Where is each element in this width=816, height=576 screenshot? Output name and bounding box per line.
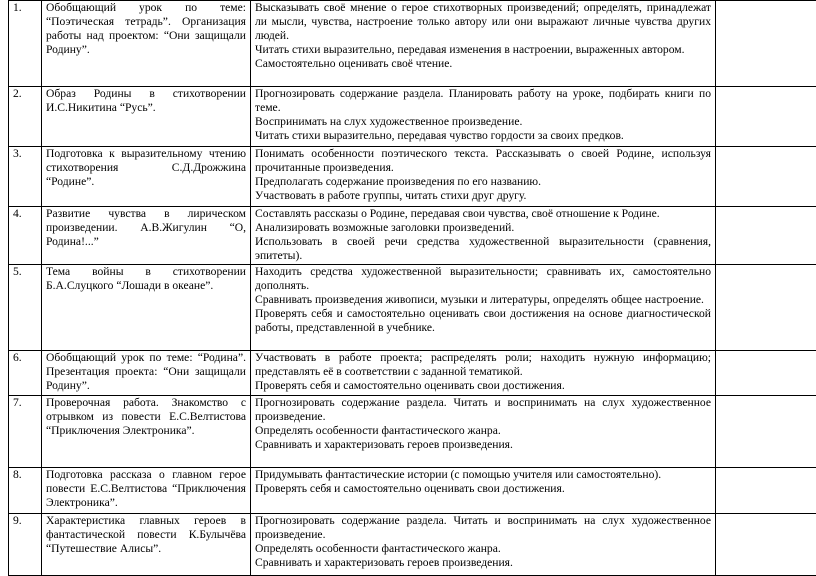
activity-item: Сравнивать произведения живописи, музыки и литературы, определять общее настроение. xyxy=(255,293,711,307)
empty-cell xyxy=(716,396,816,468)
empty-cell xyxy=(716,207,816,265)
activity-item: Самостоятельно оценивать своё чтение. xyxy=(255,57,711,71)
lesson-topic: Тема войны в стихотворении Б.А.Слуцкого “Лошади в океане”. xyxy=(42,265,251,351)
activities-cell xyxy=(251,207,716,265)
activity-item: Читать стихи выразительно, передавая изменения в настроении, выраженных автором. xyxy=(255,43,711,57)
lesson-plan-table xyxy=(8,0,816,576)
activities-cell xyxy=(251,87,716,147)
activity-item: Предполагать содержание произведения по его названию. xyxy=(255,175,711,189)
lesson-topic: Проверочная работа. Знакомство с отрывком из повести Е.С.Велтистова “Приключения Электроника”. xyxy=(42,396,251,468)
empty-cell xyxy=(716,351,816,396)
activity-item: Участвовать в работе группы, читать стихи друг другу. xyxy=(255,189,711,203)
table-row xyxy=(9,87,816,147)
activities-cell xyxy=(251,396,716,468)
activities-cell xyxy=(251,1,716,87)
lesson-plan-body xyxy=(9,1,816,576)
row-number: 1. xyxy=(9,1,42,87)
empty-cell xyxy=(716,147,816,207)
activity-item: Определять особенности фантастического жанра. xyxy=(255,424,711,438)
empty-cell xyxy=(716,265,816,351)
lesson-topic: Развитие чувства в лирическом произведении. А.В.Жигулин “О, Родина!...” xyxy=(42,207,251,265)
activities-cell xyxy=(251,351,716,396)
row-number: 8. xyxy=(9,468,42,514)
row-number: 3. xyxy=(9,147,42,207)
table-row xyxy=(9,207,816,265)
lesson-topic: Образ Родины в стихотворении И.С.Никитина “Русь”. xyxy=(42,87,251,147)
lesson-topic: Обобщающий урок по теме: “Родина”. Презентация проекта: “Они защищали Родину”. xyxy=(42,351,251,396)
activity-item: Определять особенности фантастического жанра. xyxy=(255,542,711,556)
row-number: 9. xyxy=(9,514,42,576)
activities-cell xyxy=(251,147,716,207)
activity-item: Сравнивать и характеризовать героев произведения. xyxy=(255,438,711,452)
empty-cell xyxy=(716,1,816,87)
activity-item: Использовать в своей речи средства художественной выразительности (сравнения, эпитеты). xyxy=(255,235,711,263)
row-number: 4. xyxy=(9,207,42,265)
activity-item: Прогнозировать содержание раздела. Читать и воспринимать на слух художественное произведение. xyxy=(255,396,711,424)
table-row xyxy=(9,396,816,468)
activity-item: Сравнивать и характеризовать героев произведения. xyxy=(255,556,711,570)
empty-cell xyxy=(716,514,816,576)
row-number: 6. xyxy=(9,351,42,396)
activity-item: Высказывать своё мнение о герое стихотворных произведений; определять, принадлежат ли мысли, чувства, настроение только автору или они выражают личные чувства других людей. xyxy=(255,1,711,43)
activities-cell xyxy=(251,468,716,514)
activity-item: Воспринимать на слух художественное произведение. xyxy=(255,115,711,129)
activity-item: Составлять рассказы о Родине, передавая свои чувства, своё отношение к Родине. xyxy=(255,207,711,221)
activity-item: Прогнозировать содержание раздела. Планировать работу на уроке, подбирать книги по теме. xyxy=(255,87,711,115)
activities-cell xyxy=(251,265,716,351)
activity-item: Читать стихи выразительно, передавая чувство гордости за своих предков. xyxy=(255,129,711,143)
lesson-topic: Характеристика главных героев в фантастической повести К.Булычёва “Путешествие Алисы”. xyxy=(42,514,251,576)
table-row xyxy=(9,147,816,207)
activity-item: Придумывать фантастические истории (с помощью учителя или самостоятельно). xyxy=(255,468,711,482)
table-row xyxy=(9,265,816,351)
table-row xyxy=(9,351,816,396)
table-row xyxy=(9,1,816,87)
table-row xyxy=(9,468,816,514)
table-row xyxy=(9,514,816,576)
activity-item: Проверять себя и самостоятельно оценивать свои достижения. xyxy=(255,482,711,496)
activity-item: Находить средства художественной выразительности; сравнивать их, самостоятельно дополнять. xyxy=(255,265,711,293)
row-number: 2. xyxy=(9,87,42,147)
activity-item: Понимать особенности поэтического текста. Рассказывать о своей Родине, используя прочитанные произведения. xyxy=(255,147,711,175)
activity-item: Проверять себя и самостоятельно оценивать свои достижения на основе диагностической работы, представленной в учебнике. xyxy=(255,307,711,335)
lesson-topic: Обобщающий урок по теме: “Поэтическая тетрадь”. Организация работы над проектом: “Они защищали Родину”. xyxy=(42,1,251,87)
empty-cell xyxy=(716,468,816,514)
lesson-topic: Подготовка рассказа о главном герое повести Е.С.Велтистова “Приключения Электроника”. xyxy=(42,468,251,514)
empty-cell xyxy=(716,87,816,147)
activity-item: Прогнозировать содержание раздела. Читать и воспринимать на слух художественное произведение. xyxy=(255,514,711,542)
activities-cell xyxy=(251,514,716,576)
activity-item: Анализировать возможные заголовки произведений. xyxy=(255,221,711,235)
activity-item: Проверять себя и самостоятельно оценивать свои достижения. xyxy=(255,379,711,393)
row-number: 7. xyxy=(9,396,42,468)
lesson-topic: Подготовка к выразительному чтению стихотворения С.Д.Дрожжина “Родине”. xyxy=(42,147,251,207)
activity-item: Участвовать в работе проекта; распределять роли; находить нужную информацию; представлять её в соответствии с заданной тематикой. xyxy=(255,351,711,379)
row-number: 5. xyxy=(9,265,42,351)
